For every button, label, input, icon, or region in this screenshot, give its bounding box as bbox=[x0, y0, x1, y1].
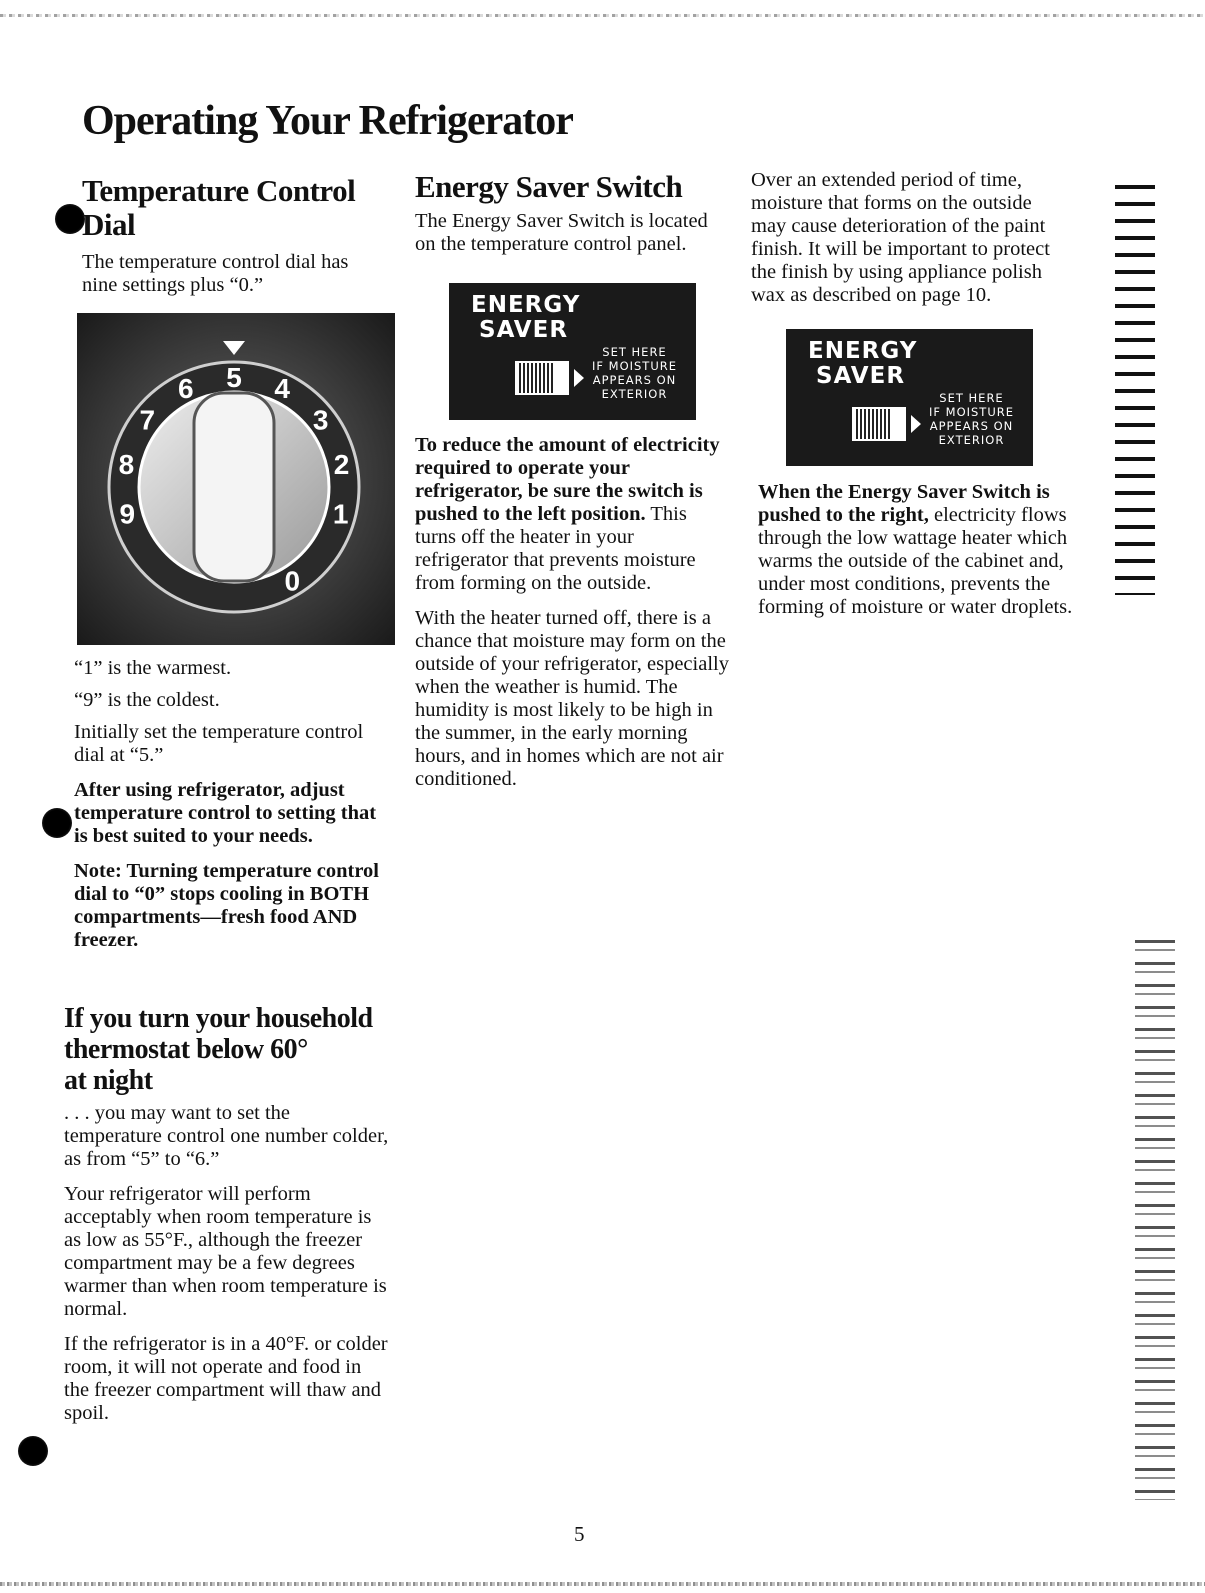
reduce-electricity-rest: This turns off the heater in your refrigerator that prevents moisture from forming on the outside. bbox=[415, 503, 696, 594]
thermostat-heading-line3: at night bbox=[64, 1065, 153, 1096]
dial-number-9: 9 bbox=[119, 498, 136, 530]
arrow-right-icon bbox=[574, 369, 584, 387]
energy-saver-panel-line1: ENERGY bbox=[471, 292, 581, 318]
temperature-dial-graphic bbox=[77, 313, 395, 645]
scan-edge-marks bbox=[1115, 185, 1155, 595]
panel-right-note-line3: APPEARS ON bbox=[929, 419, 1014, 433]
right-switch-text-block bbox=[758, 481, 1078, 631]
thermostat-section bbox=[64, 1003, 399, 1437]
arrow-right-icon bbox=[911, 415, 921, 433]
energy-saver-panel-right bbox=[786, 329, 1033, 466]
temperature-dial-photo bbox=[77, 313, 395, 645]
panel-right-note-line4: EXTERIOR bbox=[938, 433, 1005, 447]
temperature-control-heading bbox=[82, 174, 402, 242]
initial-setting-text: Initially set the temperature control dial at “5.” bbox=[74, 721, 364, 766]
warmest-text: “1” is the warmest. bbox=[74, 657, 232, 679]
dial-number-6: 6 bbox=[178, 373, 194, 405]
energy-saver-body bbox=[415, 434, 735, 803]
thermostat-p3: If the refrigerator is in a 40°F. or colder room, it will not operate and food in the freezer compartment will thaw and spoil. bbox=[64, 1333, 388, 1424]
energy-saver-panel-note bbox=[587, 345, 682, 401]
page-number: 5 bbox=[574, 1522, 585, 1546]
thermostat-heading-line1: If you turn your household bbox=[64, 1003, 373, 1034]
panel-note-line3: APPEARS ON bbox=[592, 373, 677, 387]
right-position-text bbox=[758, 481, 1073, 619]
energy-saver-intro: The Energy Saver Switch is located on the temperature control panel. bbox=[415, 210, 708, 255]
scan-artifact-bottom bbox=[0, 1582, 1205, 1586]
scan-artifact-top bbox=[0, 14, 1205, 17]
thermostat-heading-line2: thermostat below 60° bbox=[64, 1034, 308, 1065]
scan-edge-marks-lower bbox=[1135, 940, 1175, 1500]
dial-number-2: 2 bbox=[333, 449, 350, 481]
punch-hole-top bbox=[55, 204, 85, 234]
right-position-bold: When the Energy Saver Switch is pushed to the right, bbox=[758, 481, 1050, 526]
reduce-electricity-text bbox=[415, 434, 730, 595]
punch-hole-middle bbox=[42, 808, 72, 838]
temperature-control-intro: The temperature control dial has nine settings plus “0.” bbox=[82, 251, 349, 296]
dial-number-0: 0 bbox=[284, 565, 301, 597]
panel-right-note-line1: SET HERE bbox=[939, 391, 1004, 405]
panel-right-note-line2: IF MOISTURE bbox=[928, 405, 1015, 419]
thermostat-p1: . . . you may want to set the temperature control one number colder, as from “5” to “6.” bbox=[64, 1102, 389, 1170]
temperature-settings-text bbox=[74, 657, 404, 964]
punch-hole-bottom bbox=[18, 1436, 48, 1466]
temperature-control-heading-line2: Dial bbox=[82, 207, 136, 242]
dial-number-5: 5 bbox=[226, 362, 242, 393]
temperature-control-heading-line1: Temperature Control bbox=[82, 173, 356, 208]
right-position-rest: electricity flows through the low wattage heater which warms the outside of the cabinet and, under most conditions, prevents the forming of moisture or water droplets. bbox=[758, 504, 1073, 618]
energy-saver-switch[interactable] bbox=[515, 361, 569, 395]
energy-saver-panel bbox=[449, 283, 696, 420]
dial-number-3: 3 bbox=[312, 404, 329, 436]
dial-grip[interactable] bbox=[194, 393, 274, 581]
panel-note-line2: IF MOISTURE bbox=[591, 359, 678, 373]
thermostat-heading bbox=[64, 1003, 399, 1096]
dial-number-7: 7 bbox=[139, 404, 156, 436]
coldest-text: “9” is the coldest. bbox=[74, 689, 220, 711]
energy-saver-switch-right[interactable] bbox=[852, 407, 906, 441]
dial-number-4: 4 bbox=[274, 373, 290, 405]
note-text: Note: Turning temperature control dial to “0” stops cooling in BOTH compartments—fresh food AND freezer. bbox=[74, 860, 380, 951]
heater-off-text: With the heater turned off, there is a chance that moisture may form on the outside of your refrigerator, especially when the weather is humid. The humidity is most likely to be high in the summer, in the early morning hours, and in homes which are not air conditioned. bbox=[415, 607, 729, 790]
reduce-electricity-bold: To reduce the amount of electricity required to operate your refrigerator, be sure the switch is pushed to the left position. bbox=[415, 434, 720, 525]
dial-number-8: 8 bbox=[118, 449, 135, 481]
energy-saver-section bbox=[415, 170, 735, 268]
extended-period-text: Over an extended period of time, moisture that forms on the outside may cause deterioration of the paint finish. It will be important to protect the finish by using appliance polish wax as described on page 10. bbox=[751, 169, 1050, 306]
panel-note-line4: EXTERIOR bbox=[601, 387, 668, 401]
energy-saver-panel-right-line1: ENERGY bbox=[808, 338, 918, 364]
thermostat-p2: Your refrigerator will perform acceptably when room temperature is as low as 55°F., although the freezer compartment may be a few degrees warmer than when room temperature is normal. bbox=[64, 1183, 387, 1320]
energy-saver-panel-right-note bbox=[924, 391, 1019, 447]
panel-note-line1: SET HERE bbox=[602, 345, 667, 359]
temperature-control-section bbox=[82, 174, 402, 309]
energy-saver-panel-line2: SAVER bbox=[479, 317, 569, 343]
energy-saver-heading: Energy Saver Switch bbox=[415, 169, 683, 204]
after-using-text: After using refrigerator, adjust temperature control to setting that is best suited to your needs. bbox=[74, 779, 377, 847]
dial-number-1: 1 bbox=[332, 498, 349, 530]
energy-saver-panel-right-line2: SAVER bbox=[816, 363, 906, 389]
page-title: Operating Your Refrigerator bbox=[82, 98, 573, 144]
right-column bbox=[751, 169, 1071, 319]
